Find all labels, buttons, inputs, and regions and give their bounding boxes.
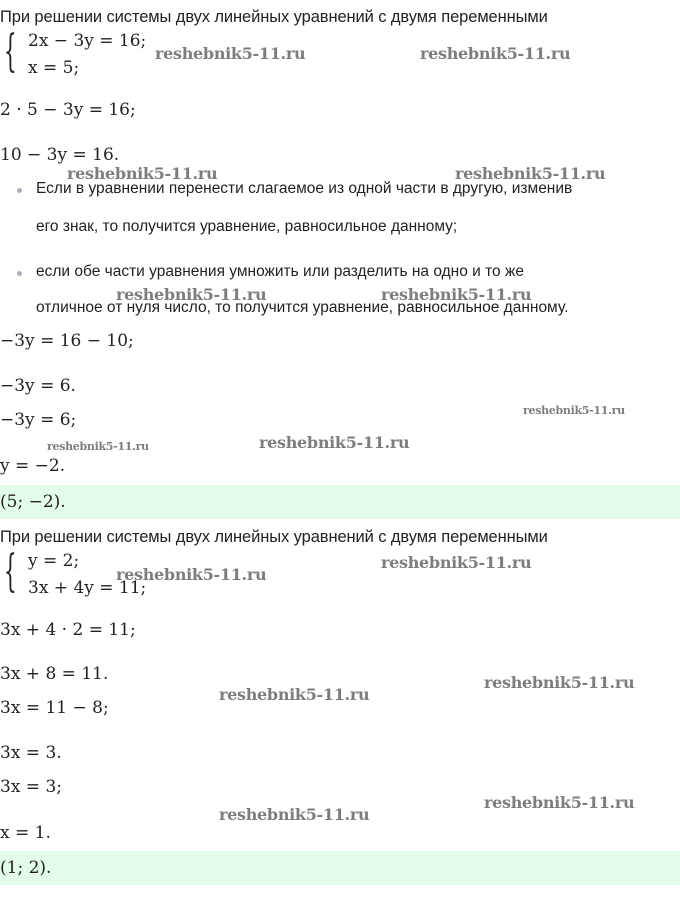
answer-2: (1; 2).	[0, 858, 52, 878]
watermark: reshebnik5-11.ru	[67, 164, 218, 183]
watermark: reshebnik5-11.ru	[219, 685, 370, 704]
step-2: 10 − 3y = 16.	[0, 145, 120, 165]
watermark: reshebnik5-11.ru	[219, 805, 370, 824]
rule-1-line-1: Если в уравнении перенести слагаемое из одной части в другую, изменив	[36, 180, 573, 197]
brace-icon: {	[4, 26, 17, 77]
step-6: y = −2.	[0, 456, 66, 476]
step-4: −3y = 6.	[0, 376, 76, 396]
system-equation-1: y = 2;	[28, 551, 80, 571]
watermark: reshebnik5-11.ru	[47, 440, 149, 453]
watermark: reshebnik5-11.ru	[259, 433, 410, 452]
step-3: −3y = 16 − 10;	[0, 331, 134, 351]
bullet-icon	[17, 188, 22, 193]
bullet-icon	[17, 271, 22, 276]
answer-1: (5; −2).	[0, 492, 66, 512]
answer-box-2	[0, 851, 680, 885]
intro-text-2: При решении системы двух линейных уравнений с двумя переменными	[0, 528, 548, 546]
watermark: reshebnik5-11.ru	[155, 44, 306, 63]
watermark: reshebnik5-11.ru	[523, 404, 625, 417]
system-equation-2: x = 5;	[28, 58, 80, 78]
step-5: 3x = 3;	[0, 777, 62, 797]
step-1: 3x + 4 · 2 = 11;	[0, 620, 136, 640]
watermark: reshebnik5-11.ru	[455, 164, 606, 183]
answer-box-1	[0, 485, 680, 519]
brace-icon: {	[4, 546, 17, 597]
step-5: −3y = 6;	[0, 410, 77, 430]
rule-1-line-2: его знак, то получится уравнение, равносильное данному;	[36, 218, 458, 235]
watermark: reshebnik5-11.ru	[484, 793, 635, 812]
watermark: reshebnik5-11.ru	[116, 285, 267, 304]
watermark: reshebnik5-11.ru	[484, 673, 635, 692]
rule-2-line-2: отличное от нуля число, то получится уравнение, равносильное данному.	[36, 299, 569, 316]
step-6: x = 1.	[0, 823, 51, 843]
step-1: 2 · 5 − 3y = 16;	[0, 100, 136, 120]
intro-text-1: При решении системы двух линейных уравнений с двумя переменными	[0, 8, 548, 26]
rule-2-line-1: если обе части уравнения умножить или разделить на одно и то же	[36, 263, 524, 280]
system-equation-1: 2x − 3y = 16;	[28, 31, 147, 51]
step-2: 3x + 8 = 11.	[0, 664, 109, 684]
watermark: reshebnik5-11.ru	[381, 285, 532, 304]
watermark: reshebnik5-11.ru	[420, 44, 571, 63]
watermark: reshebnik5-11.ru	[116, 565, 267, 584]
system-equation-2: 3x + 4y = 11;	[28, 578, 147, 598]
step-3: 3x = 11 − 8;	[0, 698, 109, 718]
step-4: 3x = 3.	[0, 743, 62, 763]
watermark: reshebnik5-11.ru	[381, 553, 532, 572]
